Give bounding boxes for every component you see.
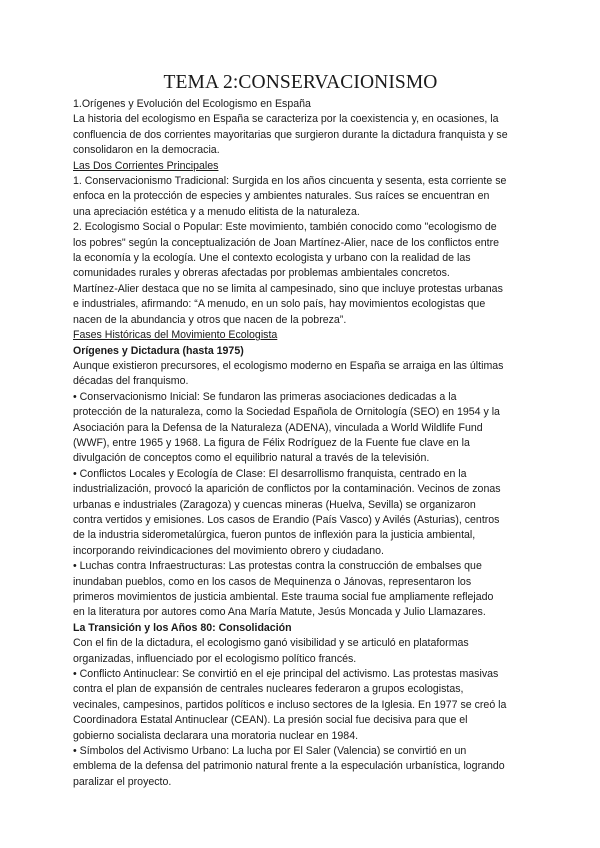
text-line: Coordinadora Estatal Antinuclear (CEAN). La presión social fue decisiva para que el — [73, 714, 468, 727]
text-line: consolidaron en la democracia. — [73, 144, 220, 157]
text-line: • Luchas contra Infraestructuras: Las protestas contra la construcción de embalses que — [73, 560, 482, 573]
text-line: los pobres" según la conceptualización de Joan Martínez-Alier, nace de los conflictos entre — [73, 236, 499, 249]
text-line: organizadas, influenciado por el ecologismo político francés. — [73, 652, 357, 665]
section-heading — [73, 328, 528, 343]
text-line: Con el fin de la dictadura, el ecologismo ganó visibilidad y se articuló en plataformas — [73, 637, 469, 650]
text-line: protección de la naturaleza, como la Sociedad Española de Ornitología (SEO) en 1954 y la — [73, 406, 500, 419]
text-line: 2. Ecologismo Social o Popular: Este movimiento, también conocido como "ecologismo de — [73, 221, 497, 234]
text-line: Aunque existieron precursores, el ecologismo moderno en España se arraiga en las últimas — [73, 359, 504, 372]
document-body — [73, 97, 528, 790]
text-line: nacen de la abundancia y otros que nacen de la pobreza”. — [73, 313, 347, 326]
text-line: en la literatura por autores como Ana María Matute, Jesús Moncada y Julio Llamazares. — [73, 606, 486, 619]
paragraph — [73, 744, 528, 790]
text-line: décadas del franquismo. — [73, 375, 189, 388]
paragraph — [73, 559, 528, 621]
text-line: de la industria siderometalúrgica, fueron puntos de inflexión para la justicia ambiental, — [73, 529, 476, 542]
text-line: divulgación de conceptos como el equilibrio natural a través de la televisión. — [73, 452, 430, 465]
text-line: paralizar el proyecto. — [73, 775, 172, 788]
section-heading — [73, 159, 528, 174]
text-line: comunidades rurales y obreras afectadas por problemas ambientales concretos. — [73, 267, 450, 280]
text-line: una apreciación estética y a menudo elitista de la naturaleza. — [73, 205, 360, 218]
text-line: contra el plan de expansión de centrales nucleares federaron a grupos ecologistas, — [73, 683, 464, 696]
text-line: • Conflicto Antinuclear: Se convirtió en el eje principal del activismo. Las protestas masivas — [73, 668, 499, 681]
paragraph — [73, 667, 528, 744]
text-line: la economía y la ecología. Une el contexto ecologista y urbano con la realidad de las — [73, 252, 471, 265]
text-line: • Símbolos del Activismo Urbano: La lucha por El Saler (Valencia) se convirtió en un — [73, 745, 467, 758]
text-line: Orígenes y Dictadura (hasta 1975) — [73, 344, 244, 357]
paragraph — [73, 112, 528, 158]
text-line: confluencia de dos corrientes mayoritarias que surgieron durante la dictadura franquista y se — [73, 128, 508, 141]
text-line: gobierno socialista declarara una moratoria nuclear en 1984. — [73, 729, 359, 742]
text-line: • Conflictos Locales y Ecología de Clase: El desarrollismo franquista, centrado en la — [73, 467, 467, 480]
paragraph — [73, 97, 528, 112]
subsection-heading — [73, 621, 528, 636]
text-line: enfoca en la protección de especies y ambientes naturales. Sus raíces se encuentran en — [73, 190, 490, 203]
text-line: Martínez-Alier destaca que no se limita al campesinado, sino que incluye protestas urbanas — [73, 282, 503, 295]
subsection-heading — [73, 344, 528, 359]
text-line: primeros movimientos de justicia ambiental. Este trauma social fue ampliamente reflejado — [73, 591, 494, 603]
text-line: Fases Históricas del Movimiento Ecologista — [73, 329, 278, 342]
text-line: vecinales, campesinos, partidos políticos e incluso sectores de la Iglesia. En 1977 se creó la — [73, 698, 507, 711]
text-line: 1.Orígenes y Evolución del Ecologismo en España — [73, 98, 311, 110]
text-line: La historia del ecologismo en España se caracteriza por la coexistencia y, en ocasiones, la — [73, 113, 499, 126]
text-line: incorporando reivindicaciones del movimiento obrero y ciudadano. — [73, 544, 384, 557]
text-line: La Transición y los Años 80: Consolidación — [73, 621, 292, 634]
text-line: • Conservacionismo Inicial: Se fundaron las primeras asociaciones dedicadas a la — [73, 390, 457, 403]
paragraph — [73, 174, 528, 220]
text-line: (WWF), entre 1965 y 1968. La figura de Félix Rodríguez de la Fuente fue clave en la — [73, 436, 470, 449]
text-line: Las Dos Corrientes Principales — [73, 159, 219, 172]
paragraph — [73, 220, 528, 328]
text-line: Asociación para la Defensa de la Naturaleza (ADENA), vinculada a World Wildlife Fund — [73, 421, 483, 434]
text-line: e industriales, afirmando: “A menudo, en un solo país, hay movimientos ecologistas que — [73, 298, 486, 311]
text-line: emblema de la defensa del patrimonio natural frente a la especulación urbanística, logrando — [73, 760, 505, 773]
paragraph — [73, 359, 528, 390]
text-line: 1. Conservacionismo Tradicional: Surgida en los años cincuenta y sesenta, esta corriente se — [73, 175, 507, 188]
text-line: contra vertidos y emisiones. Los casos de Erandio (País Vasco) y Avilés (Asturias), centros — [73, 513, 500, 526]
paragraph — [73, 636, 528, 667]
text-line: inundaban pueblos, como en los casos de Mequinenza o Jánovas, representaron los — [73, 575, 472, 588]
text-line: industrialización, provocó la aparición de conflictos por la contaminación. Vecinos de zonas — [73, 483, 501, 496]
text-line: urbanas e industriales (Zaragoza) y cuencas mineras (Huelva, Sevilla) se organizaron — [73, 498, 476, 511]
paragraph — [73, 390, 528, 467]
paragraph — [73, 467, 528, 559]
document-title: TEMA 2:CONSERVACIONISMO — [163, 72, 438, 93]
